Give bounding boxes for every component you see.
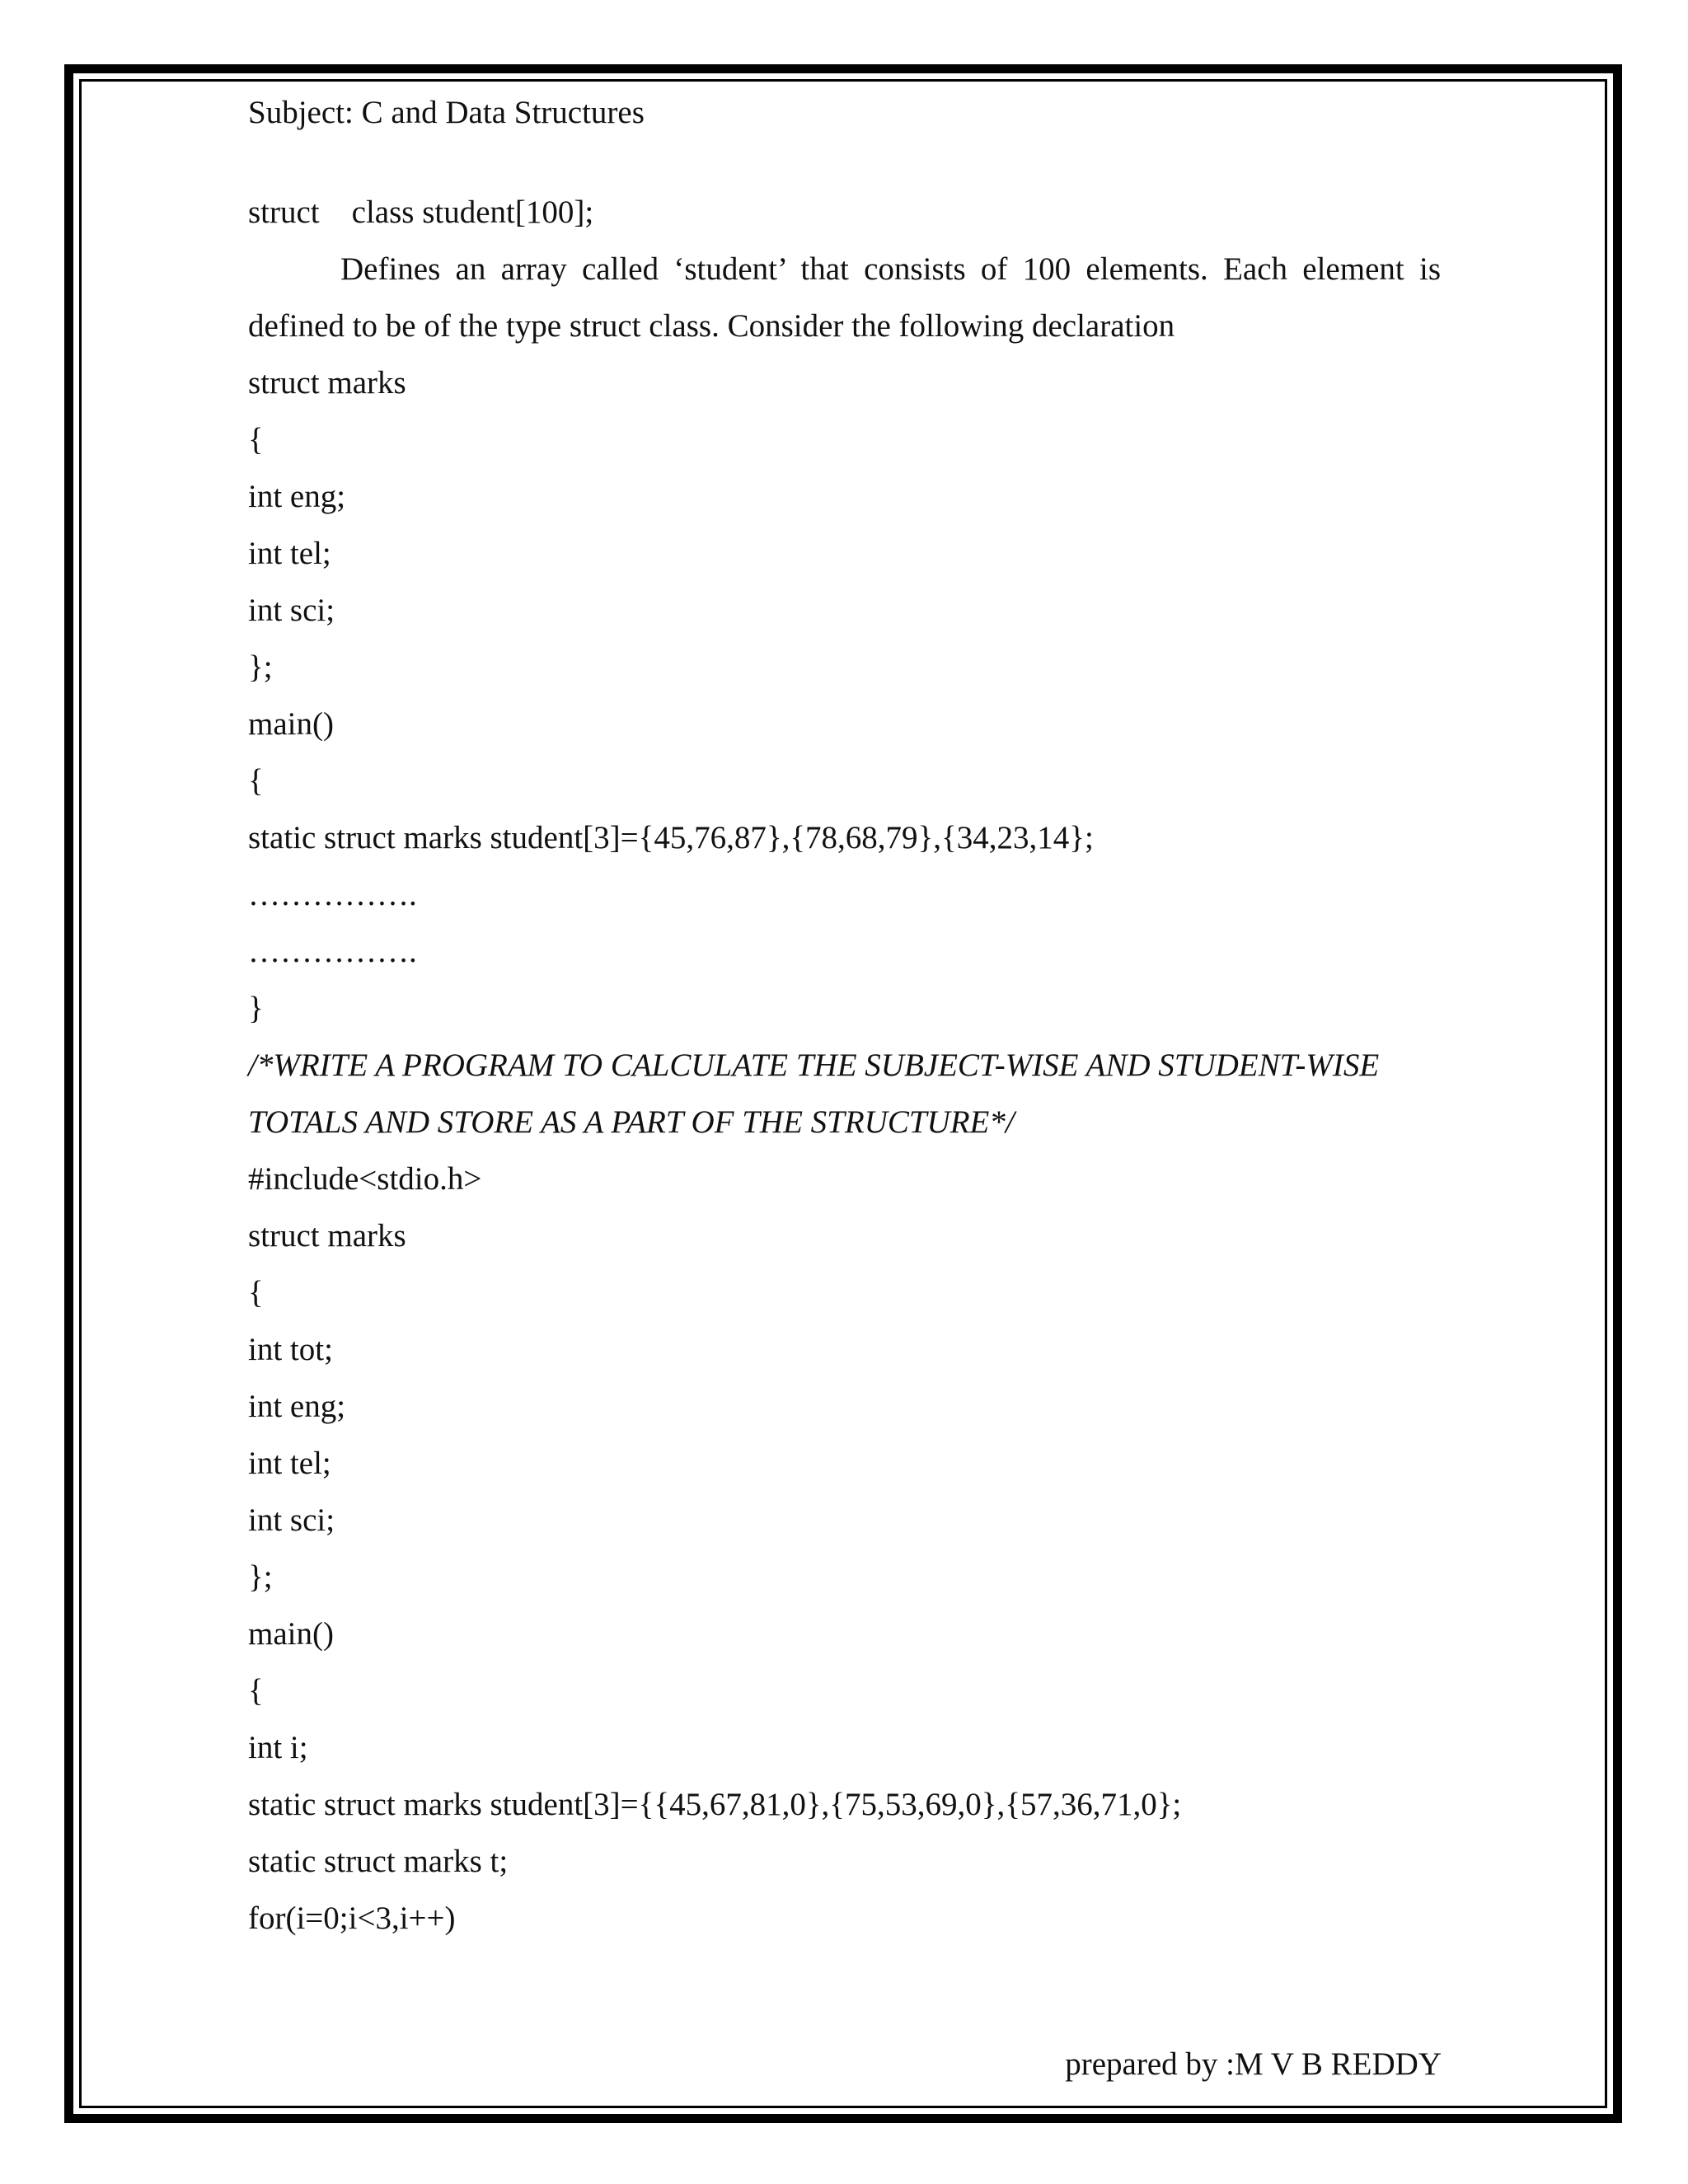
code-line: {: [248, 422, 264, 457]
code-line: #include<stdio.h>: [248, 1161, 482, 1197]
code-line: main(): [248, 1616, 334, 1652]
code-line: };: [248, 1559, 273, 1595]
code-line: int tel;: [248, 1446, 331, 1481]
code-line: struct marks: [248, 365, 406, 401]
code-line: int tot;: [248, 1332, 333, 1367]
code-line: {: [248, 763, 264, 799]
code-line: for(i=0;i<3,i++): [248, 1900, 456, 1936]
code-line: static struct marks student[3]={{45,67,81,0},{75,53,69,0},{57,36,71,0};: [248, 1787, 1182, 1822]
code-line: static struct marks student[3]={45,76,87},{78,68,79},{34,23,14};: [248, 820, 1094, 855]
comment-line: /*WRITE A PROGRAM TO CALCULATE THE SUBJECT-WISE AND STUDENT-WISE: [248, 1047, 1380, 1083]
code-line: int sci;: [248, 1502, 335, 1538]
code-line: {: [248, 1673, 264, 1708]
paragraph-line: defined to be of the type struct class. Consider the following declaration: [248, 308, 1175, 344]
code-line: …………….: [248, 934, 417, 969]
code-line: int eng;: [248, 1389, 346, 1424]
comment-line: TOTALS AND STORE AS A PART OF THE STRUCTURE*/: [248, 1104, 1015, 1140]
subject-header: Subject: C and Data Structures: [248, 95, 645, 130]
code-line: struct class student[100];: [248, 194, 594, 230]
code-line: int tel;: [248, 536, 331, 571]
code-line: static struct marks t;: [248, 1844, 509, 1879]
code-line: int eng;: [248, 479, 346, 514]
paragraph-line: Defines an array called ‘student’ that consists of 100 elements. Each element is: [340, 251, 1441, 287]
code-line: }: [248, 991, 264, 1026]
code-line: …………….: [248, 877, 417, 912]
code-line: {: [248, 1275, 264, 1310]
code-line: int sci;: [248, 593, 335, 628]
code-line: };: [248, 649, 273, 685]
prepared-by-footer: prepared by :M V B REDDY: [1065, 2046, 1442, 2082]
code-line: main(): [248, 706, 334, 742]
code-line: struct marks: [248, 1218, 406, 1254]
code-line: int i;: [248, 1730, 308, 1765]
